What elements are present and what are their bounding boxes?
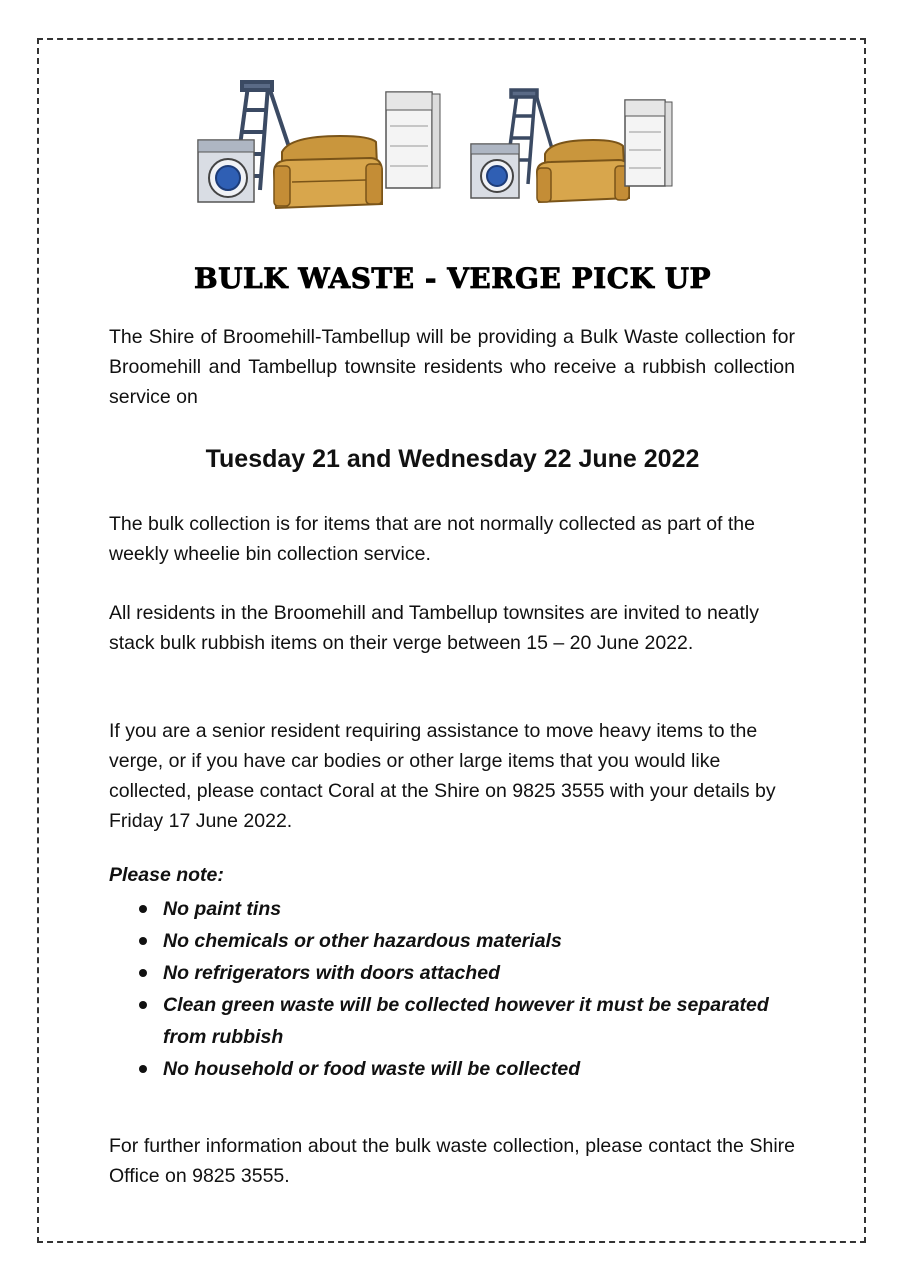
refrigerator-icon (386, 92, 440, 188)
bullet-icon (139, 937, 147, 945)
bulk-items-illustration-left (190, 80, 450, 220)
senior-assistance-paragraph: If you are a senior resident requiring assistance to move heavy items to the verge, or if you have car bodies or other large items that you would like collected, please contact Coral at the Shire on 9825 3555 with your details by Friday 17 June 2022. (109, 720, 776, 832)
intro-paragraph: The Shire of Broomehill-Tambellup will be providing a Bulk Waste collection for Broomehill and Tambellup townsite residents who receive a rubbish collection service on (109, 326, 795, 408)
list-item (109, 893, 769, 925)
list-item (109, 989, 769, 1053)
note-text: No refrigerators with doors attached (163, 962, 500, 984)
bullet-icon (139, 1001, 147, 1009)
note-text: No paint tins (163, 898, 282, 920)
washing-machine-icon (198, 140, 254, 202)
stack-paragraph: All residents in the Broomehill and Tambellup townsites are invited to neatly stack bulk rubbish items on their verge between 15 – 20 June 2022. (109, 602, 759, 654)
collection-date: Tuesday 21 and Wednesday 22 June 2022 (205, 445, 700, 473)
couch-icon (274, 136, 382, 208)
list-item (109, 957, 769, 989)
bullet-icon (139, 1065, 147, 1073)
footer-paragraph: For further information about the bulk waste collection, please contact the Shire Office on 9825 3555. (109, 1135, 795, 1187)
couch-icon (537, 140, 629, 202)
list-item (109, 1053, 769, 1085)
bullet-icon (139, 969, 147, 977)
refrigerator-icon (625, 100, 672, 186)
note-text: No household or food waste will be collected (163, 1058, 581, 1080)
note-text: Clean green waste will be collected however it must be separated from rubbish (163, 994, 769, 1048)
page-title: BULK WASTE - VERGE PICK UP (193, 262, 712, 295)
notes-list (109, 893, 769, 1085)
washing-machine-icon (471, 144, 519, 198)
bulk-items-illustration-right (465, 80, 685, 220)
list-item (109, 925, 769, 957)
please-note-heading: Please note: (109, 864, 224, 886)
items-paragraph: The bulk collection is for items that are not normally collected as part of the weekly wheelie bin collection service. (109, 513, 755, 565)
bullet-icon (139, 905, 147, 913)
note-text: No chemicals or other hazardous materials (163, 930, 562, 952)
